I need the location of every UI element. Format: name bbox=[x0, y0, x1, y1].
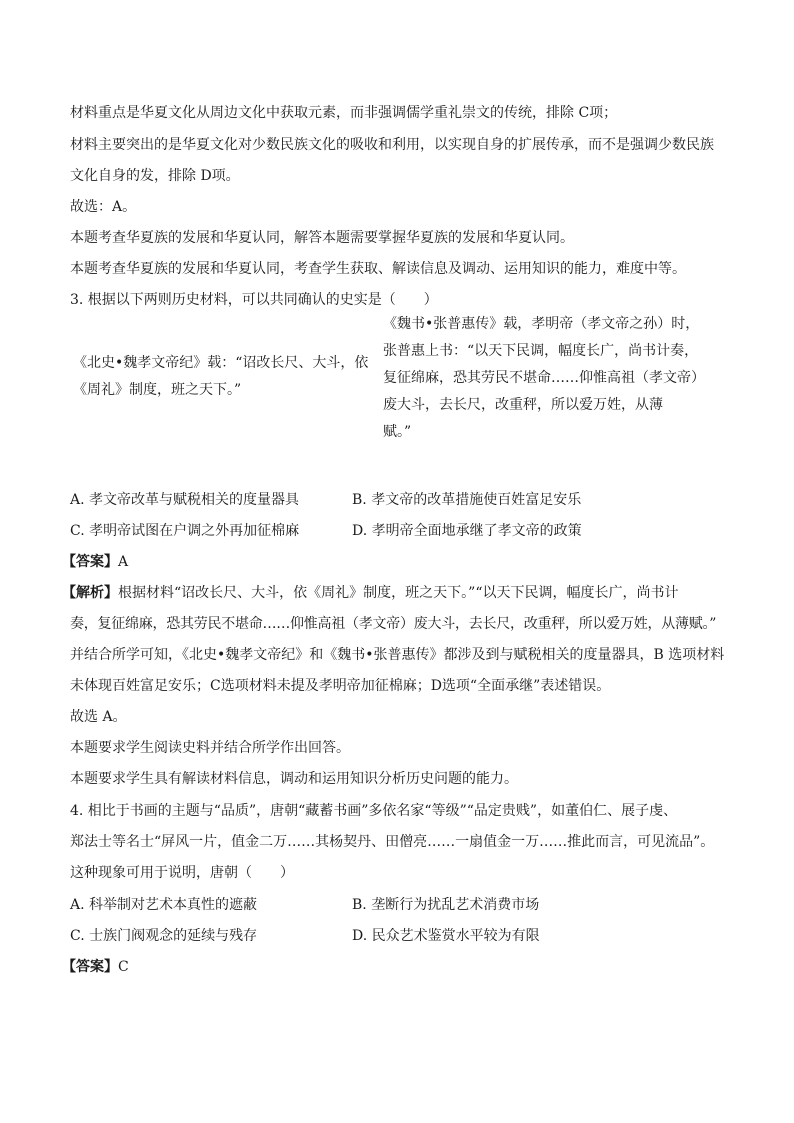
source-right-line: 废大斗，去长尺，改重秤，所以爱万姓，从薄 bbox=[383, 397, 663, 413]
source-right-line: 张普惠上书：“以天下民调，幅度长广，尚书计奏， bbox=[383, 343, 699, 359]
option-b: B. 孝文帝的改革措施使百姓富足安乐 bbox=[352, 492, 582, 508]
option-c: C. 孝明帝试图在户调之外再加征棉麻 bbox=[70, 523, 300, 539]
answer-line bbox=[62, 957, 129, 977]
text-line: 文化自身的发，排除 D项。 bbox=[70, 168, 240, 184]
answer-value: C bbox=[118, 959, 129, 975]
analysis-line: 本题要求学生具有解读材料信息，调动和运用知识分析历史问题的能力。 bbox=[70, 771, 518, 787]
source-right-line: 复征绵麻，恐其劳民不堪命……仰惟高祖（孝文帝） bbox=[383, 370, 705, 386]
source-right-cell bbox=[383, 311, 705, 446]
analysis-line: 未体现百姓富足安乐；C选项材料未提及孝明帝加征棉麻；D选项“全面承继”表述错误。 bbox=[70, 678, 611, 694]
source-left-line: 《周礼》制度，班之天下。” bbox=[73, 382, 242, 398]
analysis-line: 故选 A。 bbox=[70, 709, 127, 725]
source-right-line: 《魏书•张普惠传》载，孝明帝（孝文帝之孙）时， bbox=[383, 316, 700, 332]
option-b: B. 垄断行为扰乱艺术消费市场 bbox=[352, 897, 540, 913]
question-4-stem: 郑法士等名士“屏风一片，值金二万……其杨契丹、田僧亮……一扇值金一万……推此而言，可见流品”。 bbox=[70, 834, 715, 850]
source-material-table bbox=[70, 314, 726, 464]
option-a: A. 孝文帝改革与赋税相关的度量器具 bbox=[70, 492, 300, 508]
answer-line bbox=[62, 552, 128, 572]
question-3-stem: 3. 根据以下两则历史材料，可以共同确认的史实是（ ） bbox=[70, 292, 438, 308]
question-4-stem: 4. 相比于书画的主题与“品质”，唐朝“藏蓄书画”多依名家“等级”“品定贵贱”，如董伯仁、展子虔、 bbox=[70, 803, 678, 819]
analysis-line: 奏，复征绵麻，恐其劳民不堪命……仰惟高祖（孝文帝）废大斗，去长尺，改重秤，所以爱万姓，从薄赋。” bbox=[70, 616, 717, 632]
text-line: 本题考查华夏族的发展和华夏认同，解答本题需要掌握华夏族的发展和华夏认同。 bbox=[70, 230, 574, 246]
question-4-stem: 这种现象可用于说明，唐朝（ ） bbox=[70, 865, 294, 881]
answer-tag: 【答案】 bbox=[62, 554, 118, 570]
source-left-line: 《北史•魏孝文帝纪》载：“诏改长尺、大斗，依 bbox=[73, 355, 369, 371]
text-line: 材料主要突出的是华夏文化对少数民族文化的吸收和利用，以实现自身的扩展传承，而不是强调少数民族 bbox=[70, 137, 714, 153]
text-line: 本题考查华夏族的发展和华夏认同，考查学生获取、解读信息及调动、运用知识的能力，难度中等。 bbox=[70, 261, 686, 277]
text-line: 材料重点是华夏文化从周边文化中获取元素，而非强调儒学重礼崇文的传统，排除 C项； bbox=[70, 105, 618, 121]
text-line: 故选：A。 bbox=[70, 199, 137, 215]
analysis-tag: 【解析】 bbox=[62, 585, 118, 601]
analysis-line: 并结合所学可知，《北史•魏孝文帝纪》和《魏书•张普惠传》都涉及到与赋税相关的度量器具，B 选项材料 bbox=[70, 647, 725, 663]
analysis-line bbox=[62, 583, 678, 603]
answer-tag: 【答案】 bbox=[62, 959, 118, 975]
analysis-line: 本题要求学生阅读史料并结合所学作出回答。 bbox=[70, 740, 350, 756]
option-d: D. 孝明帝全面地承继了孝文帝的政策 bbox=[352, 523, 582, 539]
source-left-cell bbox=[73, 350, 368, 404]
option-d: D. 民众艺术鉴赏水平较为有限 bbox=[352, 928, 540, 944]
option-a: A. 科举制对艺术本真性的遮蔽 bbox=[70, 897, 258, 913]
option-c: C. 士族门阀观念的延续与残存 bbox=[70, 928, 258, 944]
analysis-text: 根据材料“诏改长尺、大斗，依《周礼》制度，班之天下。”“以天下民调，幅度长广，尚书计 bbox=[118, 585, 679, 601]
source-right-line: 赋。” bbox=[383, 424, 412, 440]
answer-value: A bbox=[118, 554, 129, 570]
